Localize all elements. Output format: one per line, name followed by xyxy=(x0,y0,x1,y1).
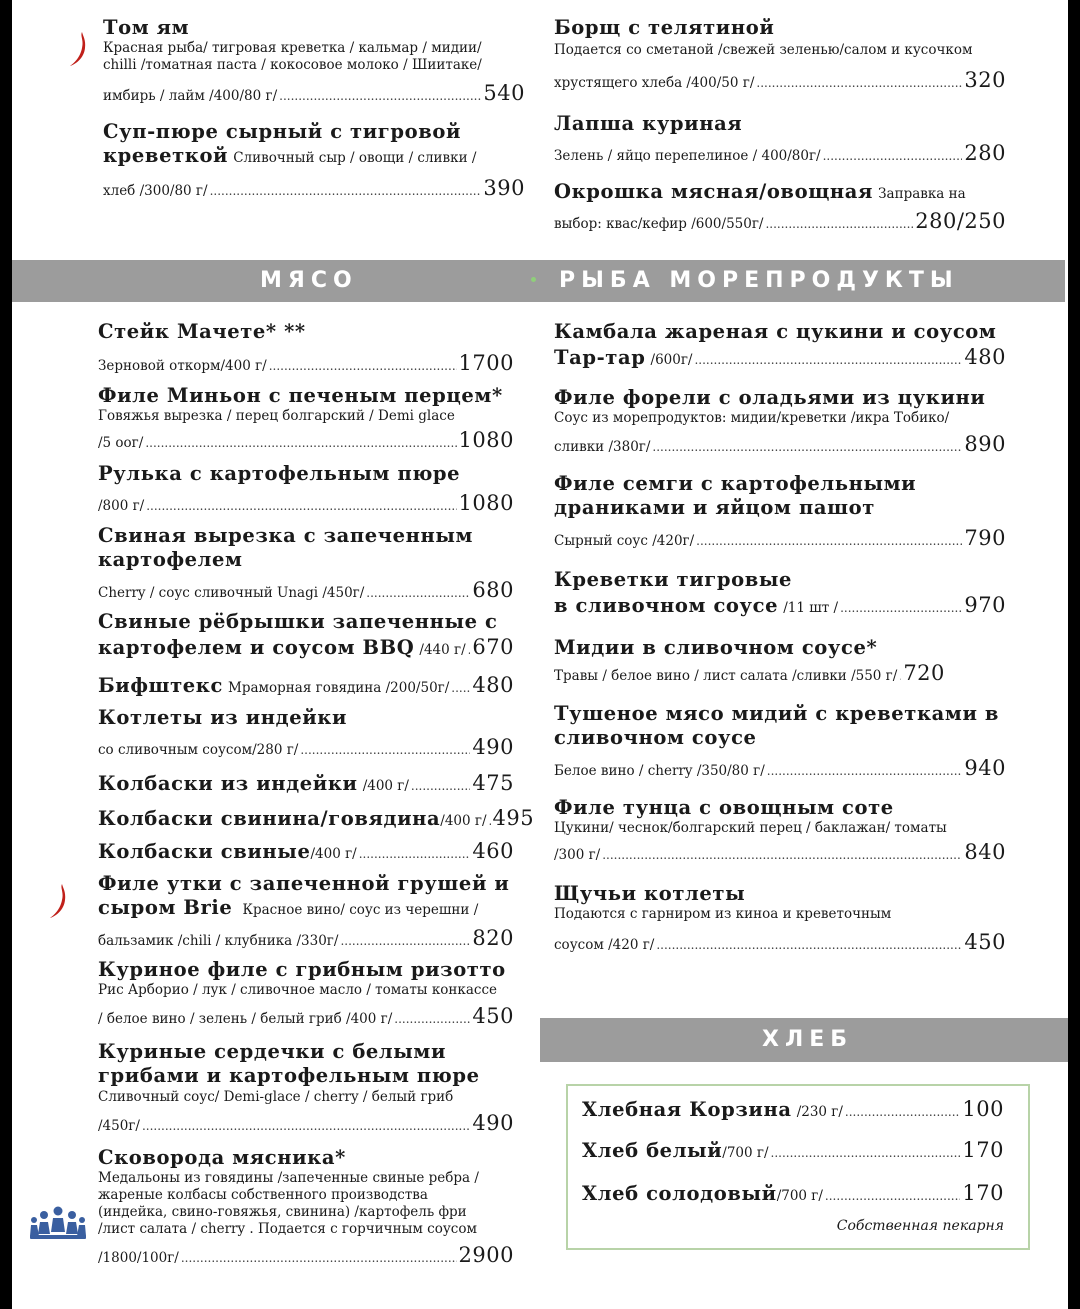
item-price: 480 xyxy=(472,673,514,697)
section-title-fish: РЫБА МОРЕПРОДУКТЫ xyxy=(559,268,959,293)
menu-item xyxy=(582,1180,1004,1206)
item-weight: /600г/ xyxy=(650,352,693,369)
item-price: 940 xyxy=(964,755,1006,780)
item-desc: Рис Арборио / лук / сливочное масло / томаты конкассе xyxy=(98,982,497,999)
item-name: Лапша куриная xyxy=(554,112,743,135)
item-name: Хлеб белый xyxy=(582,1139,723,1162)
item-price: 170 xyxy=(962,1138,1004,1162)
item-weight: /800 г/ xyxy=(98,498,145,515)
item-price: 280 xyxy=(964,141,1006,166)
menu-item xyxy=(554,882,1006,956)
menu-item xyxy=(98,958,514,1030)
menu-item-borscht xyxy=(554,16,1006,94)
item-desc: /лист салата / cherry . Подается с горчичным соусом xyxy=(98,1221,477,1237)
item-weight: /1800/100г/ xyxy=(98,1249,179,1266)
item-weight: /5 оог/ xyxy=(98,435,144,452)
section-title-meat: МЯСО xyxy=(260,268,358,293)
menu-item xyxy=(554,320,1006,371)
item-desc: Соус из морепродуктов: мидии/креветки /икра Тобико/ xyxy=(554,410,950,427)
item-name: Тар-тар xyxy=(554,346,646,370)
item-desc: Красная рыба/ тигровая креветка / кальмар / мидии/ xyxy=(103,40,482,57)
item-price: 2900 xyxy=(458,1242,514,1267)
menu-item xyxy=(98,838,514,864)
menu-item xyxy=(582,1096,1004,1122)
item-name: Сковорода мясника* xyxy=(98,1146,346,1169)
menu-item xyxy=(98,770,514,796)
item-weight: /440 г/ xyxy=(419,642,466,659)
item-weight: /400 г/ xyxy=(440,813,487,829)
item-desc: Сливочный соус/ Demi-glace / cherry / белый гриб xyxy=(98,1088,454,1105)
people-group-icon xyxy=(30,1204,86,1240)
menu-item xyxy=(98,462,514,517)
item-price: 820 xyxy=(472,925,514,950)
item-name: сливочном соусе xyxy=(554,726,757,750)
item-name: драниками и яйцом пашот xyxy=(554,496,875,520)
item-name: Куриное филе с грибным ризотто xyxy=(98,958,506,981)
item-weight: /11 шт / xyxy=(783,600,839,617)
item-desc: Заправка на xyxy=(878,186,966,202)
item-price: 680 xyxy=(472,577,514,602)
item-name: Филе Миньон с печеным перцем* xyxy=(98,384,503,407)
item-weight: имбирь / лайм /400/80 г/ xyxy=(103,88,278,105)
item-price: 170 xyxy=(962,1181,1004,1205)
item-desc: Говяжья вырезка / перец болгарский / Demi glace xyxy=(98,408,455,425)
menu-item xyxy=(554,796,1006,866)
item-weight: /400 г/ xyxy=(310,846,357,862)
item-price: 720 xyxy=(903,661,945,686)
item-price: 450 xyxy=(472,1004,514,1029)
item-weight: Cherry / соус сливочный Unagi /450г/ xyxy=(98,584,365,601)
item-weight: сливки /380г/ xyxy=(554,439,651,456)
dot-separator xyxy=(531,277,536,282)
section-bar-bread xyxy=(540,1018,1068,1062)
menu-item xyxy=(582,1137,1004,1163)
item-name: картофелем и соусом BBQ xyxy=(98,636,415,660)
item-weight: /700 г/ xyxy=(722,1145,769,1161)
item-weight: Мраморная говядина /200/50г/ xyxy=(228,680,450,696)
menu-item xyxy=(554,568,1006,619)
section-bar xyxy=(12,260,1065,302)
item-price: 890 xyxy=(964,432,1006,457)
item-name: Камбала жареная с цукини и соусом xyxy=(554,320,997,343)
item-weight: Сырный соус /420г/ xyxy=(554,532,695,549)
item-name: Филе форели с оладьями из цукини xyxy=(554,386,986,409)
item-name: Колбаски свинина/говядина xyxy=(98,807,441,830)
menu-item xyxy=(98,706,514,761)
item-price: 540 xyxy=(483,81,525,106)
item-name: Том ям xyxy=(103,16,190,39)
item-weight: Травы / белое вино / лист салата /сливки /550 г/ xyxy=(554,668,898,685)
menu-item-tom-yam xyxy=(103,16,525,106)
item-price: 1700 xyxy=(458,351,514,376)
item-price: 475 xyxy=(472,771,514,795)
item-weight: /400 г/ xyxy=(362,778,409,794)
item-weight: бальзамик /chili / клубника /330г/ xyxy=(98,932,339,949)
item-price: 970 xyxy=(964,593,1006,618)
item-name: Котлеты из индейки xyxy=(98,706,348,729)
menu-item xyxy=(554,702,1006,781)
menu-item xyxy=(98,384,514,454)
item-name: Куриные сердечки с белыми xyxy=(98,1040,447,1063)
item-desc: (индейка, свино-говяжья, свинина) /картофель фри xyxy=(98,1204,467,1221)
item-name: в сливочном соусе xyxy=(554,594,779,618)
item-name: Филе утки с запеченной грушей и xyxy=(98,872,510,895)
item-desc: жареные колбасы собственного производства xyxy=(98,1187,428,1204)
item-weight: Зелень / яйцо перепелиное / 400/80г/ xyxy=(554,148,821,165)
item-weight: Зерновой откорм/400 г/ xyxy=(98,358,267,375)
item-price: 495 xyxy=(492,806,535,830)
section-title-bread: ХЛЕБ xyxy=(762,1027,854,1052)
item-name: Стейк Мачете* ** xyxy=(98,320,306,343)
item-price: 490 xyxy=(472,1110,514,1135)
item-name: сыром Brie xyxy=(98,896,233,920)
item-price: 280/250 xyxy=(915,209,1006,234)
item-name: Тушеное мясо мидий с креветками в xyxy=(554,702,1000,725)
item-price: 480 xyxy=(964,345,1006,370)
item-price: 670 xyxy=(472,635,514,660)
item-name: Хлеб солодовый xyxy=(582,1182,777,1205)
item-desc: Цукини/ чеснок/болгарский перец / баклажан/ томаты xyxy=(554,820,947,837)
item-price: 450 xyxy=(964,930,1006,955)
bread-box xyxy=(566,1084,1030,1250)
item-weight: Белое вино / cherry /350/80 г/ xyxy=(554,762,765,779)
menu-item xyxy=(554,386,1006,458)
menu-item xyxy=(98,524,514,603)
item-name: Свиные рёбрышки запеченные с xyxy=(98,610,498,633)
item-name: Щучьи котлеты xyxy=(554,882,746,905)
item-weight: со сливочным соусом/280 г/ xyxy=(98,742,299,759)
item-price: 460 xyxy=(472,839,514,863)
item-name: Креветки тигровые xyxy=(554,568,792,591)
item-name: Мидии в сливочном соусе* xyxy=(554,636,878,659)
item-weight: / белое вино / зелень / белый гриб /400 г/ xyxy=(98,1011,393,1028)
item-desc: chilli /томатная паста / кокосовое молоко / Шиитаке/ xyxy=(103,57,482,74)
item-name: Бифштекс xyxy=(98,674,223,697)
item-weight: соусом /420 г/ xyxy=(554,937,655,954)
item-price: 1080 xyxy=(458,428,514,453)
item-name: Филе тунца с овощным соте xyxy=(554,796,894,819)
chili-pepper-icon xyxy=(48,882,68,922)
item-weight: хлеб /300/80 г/ xyxy=(103,182,208,199)
item-desc: Медальоны из говядины /запеченные свиные ребра / xyxy=(98,1170,479,1187)
item-name: картофелем xyxy=(98,548,243,572)
bakery-note: Собственная пекарня xyxy=(836,1218,1004,1234)
chili-pepper-icon xyxy=(68,30,88,70)
item-name: Рулька с картофельным пюре xyxy=(98,462,461,485)
menu-item xyxy=(98,872,514,951)
menu-page xyxy=(12,0,1068,1309)
menu-item xyxy=(98,610,514,661)
item-name: грибами и картофельным пюре xyxy=(98,1064,480,1088)
item-name: Окрошка мясная/овощная xyxy=(554,180,874,203)
menu-item xyxy=(98,1146,514,1268)
item-name: Колбаски из индейки xyxy=(98,772,358,795)
item-weight: /230 г/ xyxy=(796,1104,843,1120)
item-name: Хлебная Корзина xyxy=(582,1098,792,1121)
item-price: 100 xyxy=(962,1097,1004,1121)
item-name: Борщ с телятиной xyxy=(554,16,775,39)
item-weight: /700 г/ xyxy=(776,1188,823,1204)
item-weight: хрустящего хлеба /400/50 г/ xyxy=(554,75,755,92)
menu-item xyxy=(98,1040,514,1136)
item-name: креветкой xyxy=(103,144,229,168)
menu-item-chicken-noodles xyxy=(554,112,1006,167)
menu-item xyxy=(98,672,514,698)
menu-item xyxy=(554,472,1006,551)
item-price: 840 xyxy=(964,840,1006,865)
item-desc: Сливочный сыр / овощи / сливки / xyxy=(233,150,477,167)
item-name: Свиная вырезка с запеченным xyxy=(98,524,474,547)
menu-item xyxy=(554,636,1006,687)
menu-item-cheese-soup xyxy=(103,120,525,201)
item-price: 1080 xyxy=(458,491,514,516)
item-name: Колбаски свиные xyxy=(98,840,311,863)
item-desc: Красное вино/ соус из черешни / xyxy=(242,902,479,919)
item-weight: /450г/ xyxy=(98,1117,140,1134)
menu-item xyxy=(98,320,514,377)
item-price: 490 xyxy=(472,735,514,760)
item-price: 390 xyxy=(483,175,525,200)
item-weight: /300 г/ xyxy=(554,847,601,864)
menu-item-okroshka xyxy=(554,180,1006,235)
item-name: Суп-пюре сырный с тигровой xyxy=(103,120,462,143)
item-price: 320 xyxy=(964,68,1006,93)
item-desc: Подаются с гарниром из киноа и креветочным xyxy=(554,906,892,923)
item-weight: выбор: квас/кефир /600/550г/ xyxy=(554,216,764,233)
item-price: 790 xyxy=(964,525,1006,550)
menu-item xyxy=(98,805,535,831)
item-desc: Подается со сметаной /свежей зеленью/салом и кусочком xyxy=(554,42,973,59)
item-name: Филе семги с картофельными xyxy=(554,472,917,495)
